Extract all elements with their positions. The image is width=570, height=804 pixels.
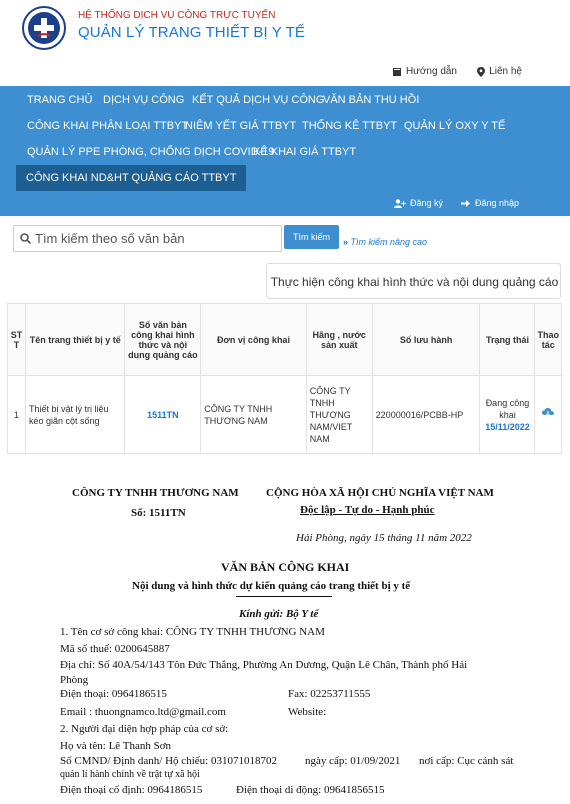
nav-item-home[interactable]: TRANG CHỦ xyxy=(27,94,93,106)
cell-actions xyxy=(535,376,562,454)
cloud-download-icon[interactable] xyxy=(542,408,554,418)
results-table xyxy=(7,303,562,454)
nav-item-price-declaration[interactable]: KÊ KHAI GIÁ TTBYT xyxy=(253,146,357,158)
col-header-doc-number: Số văn bản công khai hình thức và nội dung quảng cáo xyxy=(125,304,201,376)
doc-line-tax-code: Mã số thuế: 0200645887 xyxy=(60,643,170,655)
cell-registration-no: 220000016/PCBB-HP xyxy=(372,376,480,454)
site-subtitle: HỆ THỐNG DỊCH VỤ CÔNG TRỰC TUYẾN xyxy=(78,10,276,21)
doc-line-full-name: Họ và tên: Lê Thanh Sơn xyxy=(60,740,172,752)
col-header-stt: ST T xyxy=(8,304,26,376)
guide-label: Hướng dẫn xyxy=(405,66,457,77)
user-plus-icon xyxy=(394,199,406,208)
nav-item-medical-oxygen[interactable]: QUẢN LÝ OXY Y TẾ xyxy=(404,120,506,132)
doc-subject: Nội dung và hình thức dự kiến quảng cáo trang thiết bị y tế xyxy=(132,580,411,592)
cell-stt: 1 xyxy=(8,376,26,454)
col-header-device-name: Tên trang thiết bị y tế xyxy=(25,304,124,376)
doc-place-date: Hải Phòng, ngày 15 tháng 11 năm 2022 xyxy=(296,532,472,544)
doc-line-fax: Fax: 02253711555 xyxy=(288,688,371,700)
search-input[interactable] xyxy=(35,231,265,246)
doc-republic: CỘNG HÒA XÃ HỘI CHỦ NGHĨA VIỆT NAM xyxy=(266,487,494,499)
doc-line-mobile: Điện thoại di động: 09641856515 xyxy=(236,784,385,796)
doc-line-facility-name: 1. Tên cơ sở công khai: CÔNG TY TNHH THƯƠNG NAM xyxy=(60,626,325,638)
guide-link[interactable] xyxy=(392,66,457,77)
doc-line-address-cont: Phòng xyxy=(60,674,89,686)
sign-in-icon xyxy=(461,199,471,208)
doc-subject-underline xyxy=(236,596,332,597)
status-date: 15/11/2022 xyxy=(485,421,530,432)
doc-recipient: Kính gửi: Bộ Y tế xyxy=(239,608,319,620)
nav-item-revoked-documents[interactable]: VĂN BẢN THU HỒI xyxy=(323,94,420,106)
document-preview xyxy=(0,470,570,804)
col-header-unit: Đơn vị công khai xyxy=(201,304,307,376)
disclosure-tab-label: Thực hiện công khai hình thức và nội dung quảng cáo xyxy=(270,275,559,289)
cell-status xyxy=(480,376,535,454)
search-icon xyxy=(20,233,31,244)
doc-line-representative: 2. Người đại diện hợp pháp của cơ sở: xyxy=(60,723,229,735)
contact-label: Liên hệ xyxy=(489,66,522,77)
doc-line-email: Email : thuongnamco.ltd@gmail.com xyxy=(60,706,226,718)
cell-manufacturer: CÔNG TY TNHH THƯƠNG NAM/VIET NAM xyxy=(306,376,372,454)
site-header xyxy=(0,0,570,62)
nav-item-advertising-disclosure[interactable]: CÔNG KHAI ND&HT QUẢNG CÁO TTBYT xyxy=(16,165,246,191)
login-link[interactable] xyxy=(461,198,519,208)
book-icon xyxy=(392,67,402,77)
map-marker-icon xyxy=(477,67,485,77)
double-chevron-right-icon: » xyxy=(343,237,349,247)
table-row xyxy=(8,376,562,454)
doc-line-phone: Điện thoại: 0964186515 xyxy=(60,688,167,700)
status-text: Đang công khai xyxy=(485,397,530,420)
col-header-registration-no: Số lưu hành xyxy=(372,304,480,376)
doc-number: Số: 1511TN xyxy=(131,507,186,519)
col-header-manufacturer: Hãng , nước sản xuất xyxy=(306,304,372,376)
cell-device-name: Thiết bị vật lý trị liệu kéo giãn cột sống xyxy=(25,376,124,454)
nav-item-public-services[interactable]: DỊCH VỤ CÔNG xyxy=(103,94,185,106)
advanced-search-label: Tìm kiếm nâng cao xyxy=(350,237,428,247)
col-header-status: Trạng thái xyxy=(480,304,535,376)
doc-motto: Độc lập - Tự do - Hạnh phúc xyxy=(300,504,435,516)
doc-line-issue-date: ngày cấp: 01/09/2021 xyxy=(305,755,401,767)
cell-unit: CÔNG TY TNHH THƯƠNG NAM xyxy=(201,376,307,454)
doc-line-website: Website: xyxy=(288,706,327,718)
col-header-actions: Thao tác xyxy=(535,304,562,376)
disclosure-tab[interactable] xyxy=(266,263,561,299)
doc-line-id-number: Số CMND/ Định danh/ Hộ chiếu: 031071018702 xyxy=(60,755,277,767)
nav-item-ppe-covid[interactable]: QUẢN LÝ PPE PHÒNG, CHỐNG DỊCH COVID-19 xyxy=(27,146,275,158)
site-title[interactable]: QUẢN LÝ TRANG THIẾT BỊ Y TẾ xyxy=(78,24,305,41)
search-button[interactable]: Tìm kiếm xyxy=(284,225,339,249)
cell-doc-number[interactable]: 1511TN xyxy=(125,376,201,454)
doc-line-landline: Điện thoại cố định: 0964186515 xyxy=(60,784,203,796)
nav-item-service-results[interactable]: KẾT QUẢ DỊCH VỤ CÔNG xyxy=(192,94,325,106)
contact-link[interactable] xyxy=(477,66,522,77)
doc-line-address: Địa chỉ: Số 40A/54/143 Tôn Đức Thắng, Phường An Dương, Quận Lê Chân, Thành phố Hải xyxy=(60,659,468,671)
table-header-row xyxy=(8,304,562,376)
main-nav xyxy=(0,86,570,216)
nav-item-classification[interactable]: CÔNG KHAI PHÂN LOẠI TTBYT xyxy=(27,120,189,132)
doc-type: VĂN BẢN CÔNG KHAI xyxy=(221,560,350,574)
doc-line-issued-by-cont: quản lí hành chính về trật tự xã hội xyxy=(60,769,200,780)
doc-company: CÔNG TY TNHH THƯƠNG NAM xyxy=(72,487,239,499)
register-label: Đăng ký xyxy=(410,198,444,208)
nav-item-price-listing[interactable]: NIÊM YẾT GIÁ TTBYT xyxy=(185,120,297,132)
doc-line-issued-by: nơi cấp: Cục cảnh sát xyxy=(419,755,514,767)
nav-item-statistics[interactable]: THỐNG KÊ TTBYT xyxy=(302,120,398,132)
ministry-of-health-logo[interactable] xyxy=(22,6,66,50)
search-box xyxy=(13,225,282,252)
advanced-search-link[interactable] xyxy=(343,237,427,247)
register-link[interactable] xyxy=(394,198,443,208)
login-label: Đăng nhập xyxy=(475,198,520,208)
